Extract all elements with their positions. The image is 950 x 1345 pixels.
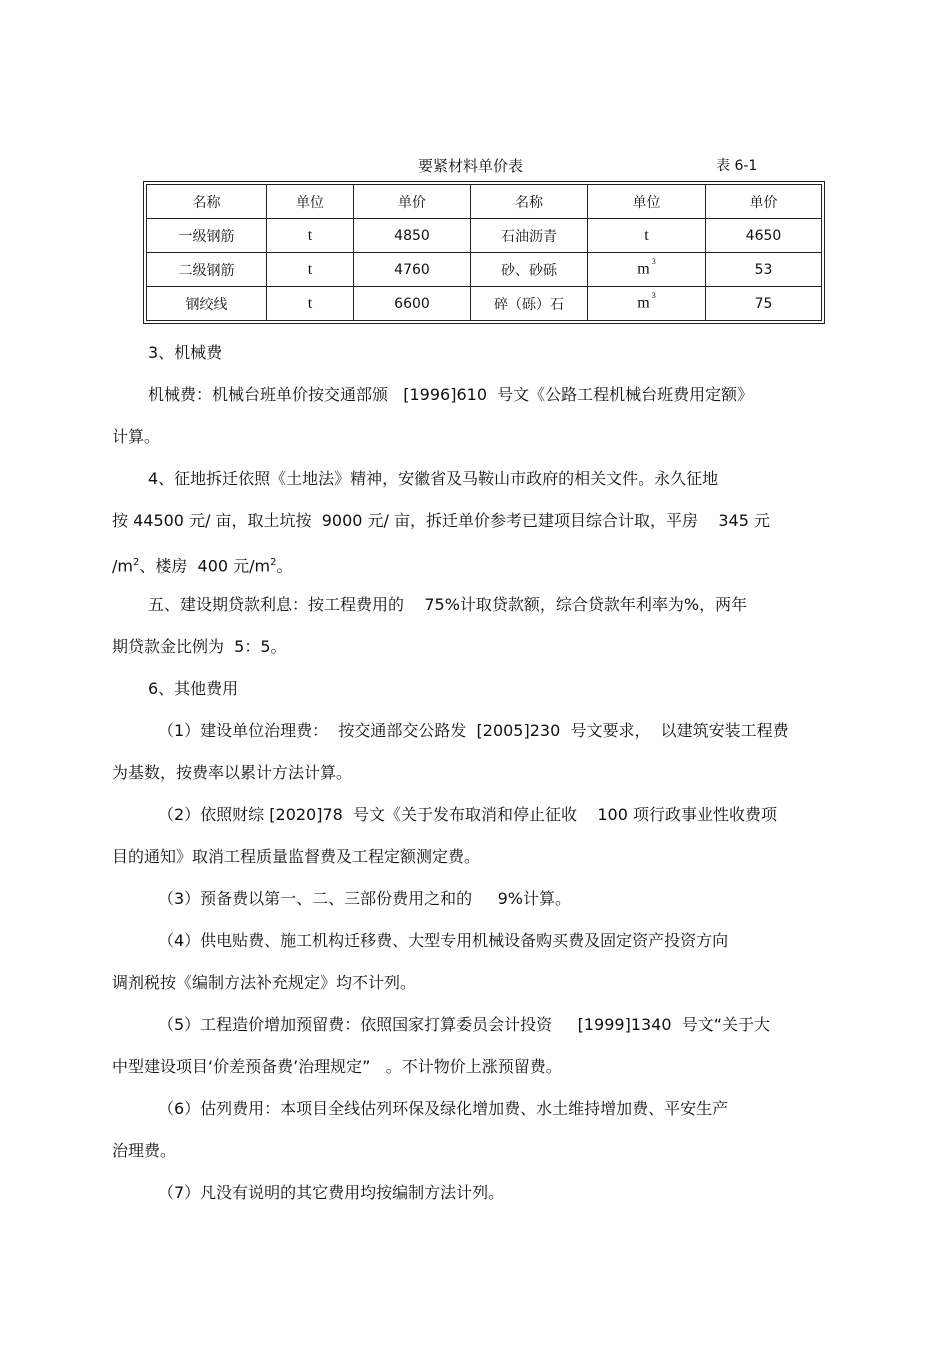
header-cell: 单价: [706, 185, 822, 219]
body-text: [112, 332, 842, 1214]
section-4-line: 按 44500 元/ 亩，取土坑按 9000 元/ 亩，拆迁单价参考已建项目综合计取，平房 345 元: [112, 511, 770, 530]
section-6-item: （3）预备费以第一、二、三部份费用之和的 9%计算。: [158, 889, 571, 908]
header-cell: 名称: [471, 185, 588, 219]
table-cell: t: [267, 287, 354, 321]
table-number: 表 6-1: [716, 158, 758, 174]
table-caption: [143, 155, 823, 177]
text-fragment: /m: [112, 556, 133, 576]
section-4-line: [112, 542, 842, 584]
table-cell: 4850: [354, 219, 471, 253]
table-cell: 钢绞线: [147, 287, 267, 321]
section-6-item: 为基数，按费率以累计方法计算。: [112, 763, 353, 782]
section-6-item: （1）建设单位治理费： 按交通部交公路发 [2005]230 号文要求， 以建筑安装工程费: [158, 721, 789, 740]
section-6-item: （5）工程造价增加预留费：依照国家打算委员会计投资 [1999]1340 号文“关于大: [158, 1015, 770, 1034]
table-cell: 一级钢筋: [147, 219, 267, 253]
table-cell: [588, 253, 706, 287]
section-3-line: 计算。: [112, 427, 161, 446]
table-cell: 4760: [354, 253, 471, 287]
header-cell: 单位: [267, 185, 354, 219]
section-3-line: 机械费：机械台班单价按交通部颁 [1996]610 号文《公路工程机械台班费用定额》: [148, 385, 754, 404]
price-table-frame: [143, 181, 825, 324]
header-cell: 单价: [354, 185, 471, 219]
table-row: [147, 253, 822, 287]
table-cell: 砂、砂砾: [471, 253, 588, 287]
section-6-item: （7）凡没有说明的其它费用均按编制方法计列。: [158, 1183, 505, 1202]
table-cell: 75: [706, 287, 822, 321]
table-cell: 4650: [706, 219, 822, 253]
section-5-line: 五、建设期贷款利息：按工程费用的 75%计取贷款额，综合贷款年利率为%，两年: [148, 595, 748, 614]
table-cell: 二级钢筋: [147, 253, 267, 287]
table-cell: 6600: [354, 287, 471, 321]
section-6-item: （4）供电贴费、施工机构迁移费、大型专用机械设备购买费及固定资产投资方向: [158, 931, 729, 950]
table-title: 要紧材料单价表: [418, 157, 524, 175]
section-6-item: 中型建设项目‘价差预备费’治理规定” 。不计物价上涨预留费。: [112, 1057, 562, 1076]
section-6-item: （2）依照财综 [2020]78 号文《关于发布取消和停止征收 100 项行政事业性收费项: [158, 805, 777, 824]
table-header-row: [147, 185, 822, 219]
square-superscript: 2: [270, 557, 277, 568]
table-cell: 碎（砾）石: [471, 287, 588, 321]
section-6-item: 调剂税按《编制方法补充规定》均不计列。: [112, 973, 417, 992]
table-cell: 53: [706, 253, 822, 287]
section-6-item: （6）估列费用：本项目全线估列环保及绿化增加费、水土维持增加费、平安生产: [158, 1099, 729, 1118]
section-6-item: 目的通知》取消工程质量监督费及工程定额测定费。: [112, 847, 481, 866]
table-cell: t: [267, 253, 354, 287]
unit-superscript: 3: [651, 257, 656, 267]
text-fragment: 。: [276, 556, 293, 576]
unit-superscript: 3: [651, 291, 656, 301]
square-superscript: 2: [132, 557, 140, 568]
section-6-item: 治理费。: [112, 1141, 177, 1160]
table-row: [147, 219, 822, 253]
table-cell: [588, 287, 706, 321]
unit-text: m: [637, 260, 650, 278]
unit-text: m: [637, 294, 650, 312]
table-cell: t: [588, 219, 706, 253]
section-5-line: 期贷款金比例为 5：5。: [112, 637, 287, 656]
header-cell: 单位: [588, 185, 706, 219]
material-price-table: [146, 184, 822, 321]
text-fragment: 、楼房 400 元/m: [139, 556, 271, 576]
table-cell: 石油沥青: [471, 219, 588, 253]
header-cell: 名称: [147, 185, 267, 219]
section-4-line: 4、征地拆迁依照《土地法》精神，安徽省及马鞍山市政府的相关文件。永久征地: [148, 469, 719, 488]
section-6-heading: 6、其他费用: [148, 679, 239, 698]
table-cell: t: [267, 219, 354, 253]
table-row: [147, 287, 822, 321]
section-3-heading: 3、机械费: [148, 343, 223, 362]
